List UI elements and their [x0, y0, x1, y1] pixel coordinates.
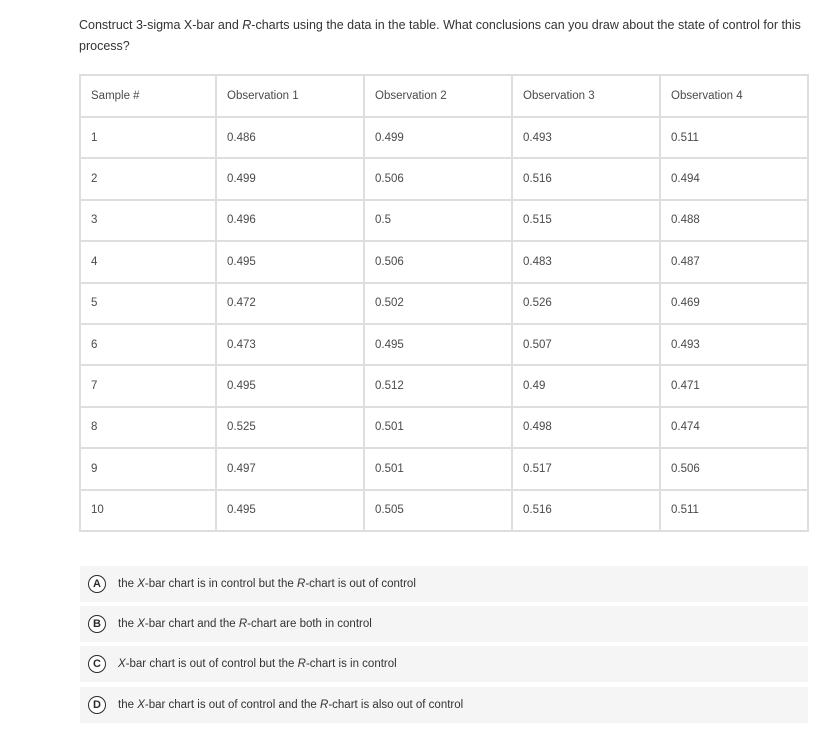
- table-cell: 0.471: [660, 365, 808, 406]
- option-text-segment: X: [137, 618, 145, 630]
- table-cell: 0.506: [364, 158, 512, 199]
- column-header: Observation 4: [660, 75, 808, 117]
- table-cell: 0.469: [660, 283, 808, 324]
- column-header: Sample #: [80, 75, 216, 117]
- option-c-text: [118, 658, 397, 670]
- option-c[interactable]: [80, 646, 808, 682]
- table-row: [80, 407, 808, 448]
- option-d-letter-icon: D: [88, 696, 106, 714]
- option-text-segment: the: [118, 699, 138, 711]
- option-text-segment: R: [297, 658, 306, 670]
- table-cell: 10: [80, 490, 216, 531]
- table-cell: 0.497: [216, 448, 364, 489]
- option-c-letter-icon: C: [88, 655, 106, 673]
- question-text: [79, 15, 814, 57]
- table-cell: 7: [80, 365, 216, 406]
- question-text-part2: -charts using the data in the table. What conclusions can you draw about the state of control for this process?: [79, 18, 801, 53]
- table-cell: 0.493: [512, 117, 660, 158]
- table-cell: 0.472: [216, 283, 364, 324]
- option-b[interactable]: [80, 606, 808, 642]
- table-cell: 0.502: [364, 283, 512, 324]
- table-row: [80, 200, 808, 241]
- table-cell: 0.495: [216, 365, 364, 406]
- option-text-segment: X: [137, 578, 145, 590]
- option-a-text: [118, 578, 416, 590]
- table-cell: 0.495: [216, 241, 364, 282]
- option-a[interactable]: [80, 566, 808, 602]
- table-cell: 0.505: [364, 490, 512, 531]
- table-header-row: [80, 75, 808, 117]
- option-d[interactable]: [80, 687, 808, 723]
- option-text-segment: -chart is in control: [305, 658, 397, 670]
- table-cell: 0.495: [216, 490, 364, 531]
- option-text-segment: -chart is also out of control: [328, 699, 464, 711]
- table-row: [80, 365, 808, 406]
- option-text-segment: -bar chart is out of control but the: [125, 658, 298, 670]
- column-header: Observation 2: [364, 75, 512, 117]
- table-cell: 0.498: [512, 407, 660, 448]
- table-cell: 0.515: [512, 200, 660, 241]
- table-cell: 0.499: [364, 117, 512, 158]
- question-text-part1: Construct 3-sigma X-bar and: [79, 18, 243, 32]
- table-cell: 8: [80, 407, 216, 448]
- table-row: [80, 158, 808, 199]
- table-cell: 0.486: [216, 117, 364, 158]
- option-text-segment: the: [118, 618, 138, 630]
- table-cell: 1: [80, 117, 216, 158]
- table-cell: 0.516: [512, 490, 660, 531]
- table-row: [80, 324, 808, 365]
- column-header: Observation 1: [216, 75, 364, 117]
- option-text-segment: the: [118, 578, 138, 590]
- option-text-segment: X: [137, 699, 145, 711]
- table-row: [80, 283, 808, 324]
- table-cell: 6: [80, 324, 216, 365]
- table-cell: 0.525: [216, 407, 364, 448]
- table-cell: 0.511: [660, 117, 808, 158]
- table-cell: 0.488: [660, 200, 808, 241]
- table-cell: 0.49: [512, 365, 660, 406]
- table-cell: 0.494: [660, 158, 808, 199]
- option-text-segment: R: [320, 699, 329, 711]
- table-cell: 0.501: [364, 448, 512, 489]
- option-text-segment: -chart is out of control: [305, 578, 416, 590]
- table-cell: 4: [80, 241, 216, 282]
- option-text-segment: -bar chart is out of control and the: [144, 699, 321, 711]
- table-cell: 0.511: [660, 490, 808, 531]
- table-row: [80, 117, 808, 158]
- option-text-segment: R: [238, 618, 248, 630]
- table-cell: 2: [80, 158, 216, 199]
- table-cell: 0.495: [364, 324, 512, 365]
- question-r-italic: R: [242, 18, 252, 32]
- table-cell: 0.507: [512, 324, 660, 365]
- table-cell: 0.474: [660, 407, 808, 448]
- table-row: [80, 490, 808, 531]
- table-cell: 0.517: [512, 448, 660, 489]
- table-cell: 0.512: [364, 365, 512, 406]
- option-text-segment: -bar chart is in control but the: [144, 578, 297, 590]
- table-cell: 0.501: [364, 407, 512, 448]
- observation-table: [79, 74, 809, 532]
- option-b-text: [118, 618, 372, 630]
- option-a-letter-icon: A: [88, 575, 106, 593]
- table-cell: 0.483: [512, 241, 660, 282]
- table-cell: 0.496: [216, 200, 364, 241]
- option-text-segment: -chart are both in control: [247, 618, 372, 630]
- table-row: [80, 241, 808, 282]
- table-cell: 3: [80, 200, 216, 241]
- table-cell: 5: [80, 283, 216, 324]
- option-text-segment: R: [297, 578, 306, 590]
- table-cell: 0.526: [512, 283, 660, 324]
- option-b-letter-icon: B: [88, 615, 106, 633]
- option-text-segment: -bar chart and the: [144, 618, 239, 630]
- option-text-segment: X: [118, 658, 126, 670]
- table-cell: 0.487: [660, 241, 808, 282]
- column-header: Observation 3: [512, 75, 660, 117]
- table-cell: 9: [80, 448, 216, 489]
- table-cell: 0.506: [660, 448, 808, 489]
- table-cell: 0.473: [216, 324, 364, 365]
- table-cell: 0.499: [216, 158, 364, 199]
- table-cell: 0.516: [512, 158, 660, 199]
- option-d-text: [118, 699, 463, 711]
- table-cell: 0.5: [364, 200, 512, 241]
- table-cell: 0.506: [364, 241, 512, 282]
- table-row: [80, 448, 808, 489]
- table-cell: 0.493: [660, 324, 808, 365]
